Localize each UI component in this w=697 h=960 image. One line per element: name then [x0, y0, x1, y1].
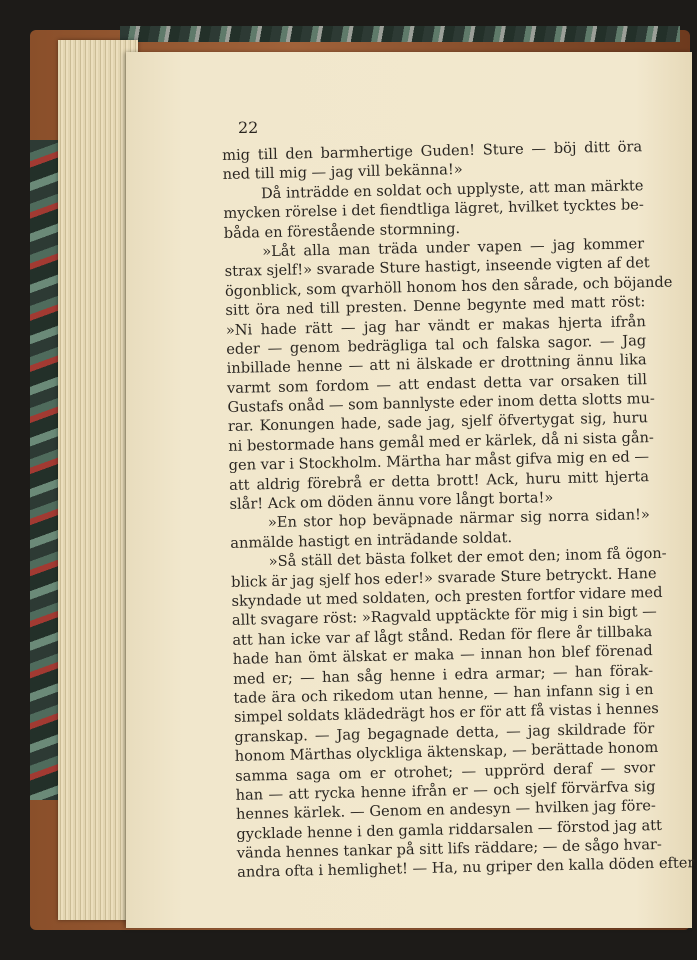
text-line: ni bestormade hans gemål med er kärlek, då ni sista gån-	[228, 428, 655, 455]
text-line: tade ära och rikedom utan henne, — han infann sig i en	[233, 681, 654, 707]
text-line: »Så ställ det bästa folket der emot den; inom få ögon-	[268, 544, 667, 571]
text-line: Gustafs onåd — som bannlyste eder inom detta slotts mu-	[227, 390, 656, 417]
text-line: Då inträdde en soldat och upplyste, att man märkte	[260, 176, 644, 202]
text-line: slår! Ack om döden ännu vore långt borta!»	[229, 489, 554, 513]
text-line: samma saga om er otrohet; — upprörd deraf — svor	[235, 758, 656, 785]
marbled-cover-top	[120, 26, 680, 42]
text-line: hennes kärlek. — Genom en andesyn — hvilken jag före-	[235, 797, 657, 824]
text-line: »Ni hade rätt — jag har vändt er makas hjerta ifrån	[225, 312, 646, 339]
text-line: »Låt alla man träda under vapen — jag kommer	[262, 235, 645, 261]
page-text	[222, 137, 695, 882]
text-line: eder — genom bedrägliga tal och falska sagor. — Jag	[226, 332, 647, 358]
text-line: att aldrig förebrå er detta brott! Ack, huru mitt hjerta	[228, 467, 650, 494]
text-line: ögonblick, som qvarhöll honom hos den sårade, och böjande	[224, 273, 673, 300]
text-line: andra ofta i hemlighet! — Ha, nu griper den kalla döden efter	[237, 854, 695, 882]
text-line: inbillade henne — att ni älskade er drottning ännu lika	[226, 351, 647, 378]
text-line: rar. Konungen hade, sade jag, sjelf öfvertygat sig, huru	[227, 409, 648, 436]
text-line: varmt som fordom — att endast detta var orsaken till	[226, 370, 648, 397]
text-line: strax sjelf!» svarade Sture hastigt, inseende vigten af det	[224, 254, 650, 281]
text-line: vända hennes tankar på sitt lifs räddare; — de sågo hvar-	[236, 836, 663, 862]
text-line: mycken rörelse i det fiendtliga lägret, hvilket tycktes be-	[223, 196, 644, 223]
text-line: allt svagare röst: »Ragvald upptäckte för mig i sin bigt —	[231, 603, 657, 630]
text-line: hade han ömt älskat er maka — innan hon blef förenad	[232, 642, 653, 669]
text-line: med er; — han såg henne i edra armar; — han förak-	[232, 661, 654, 688]
text-line: båda en förestående stormning.	[223, 219, 461, 242]
text-line: mig till den barmhertige Guden! Sture — böj ditt öra	[222, 138, 643, 164]
text-line: honom Märthas olyckliga äktenskap, — berättade honom	[234, 739, 659, 765]
text-line: anmälde hastigt en inträdande soldat.	[230, 528, 513, 552]
text-line: granskap. — Jag begagnade detta, — jag skildrade för	[234, 719, 655, 746]
text-line: han — att rycka henne ifrån er — och sjelf förvärfva sig	[235, 777, 656, 804]
text-line: gen var i Stockholm. Märtha har måst gifva mig en ed —	[228, 448, 650, 475]
text-line: skyndade ut med soldaten, och presten fortfor vidare med	[231, 583, 663, 610]
text-line: ned till mig — jag vill bekänna!»	[222, 161, 463, 184]
text-line: simpel soldats klädedrägt hos er för att få vistas i hennes	[233, 700, 659, 727]
text-line: gycklade henne i den gamla riddarsalen — förstod jag att	[236, 816, 663, 843]
text-line: »En stor hop beväpnade närmar sig norra sidan!»	[267, 506, 651, 532]
text-line: sitt öra ned till presten. Denne begynte med matt röst:	[225, 293, 646, 320]
page-number: 22	[238, 118, 259, 137]
text-line: blick är jag sjelf hos eder!» svarade Sture betryckt. Hane	[230, 564, 657, 591]
text-line: att han icke var af lågt stånd. Redan för flere år tillbaka	[232, 622, 653, 649]
